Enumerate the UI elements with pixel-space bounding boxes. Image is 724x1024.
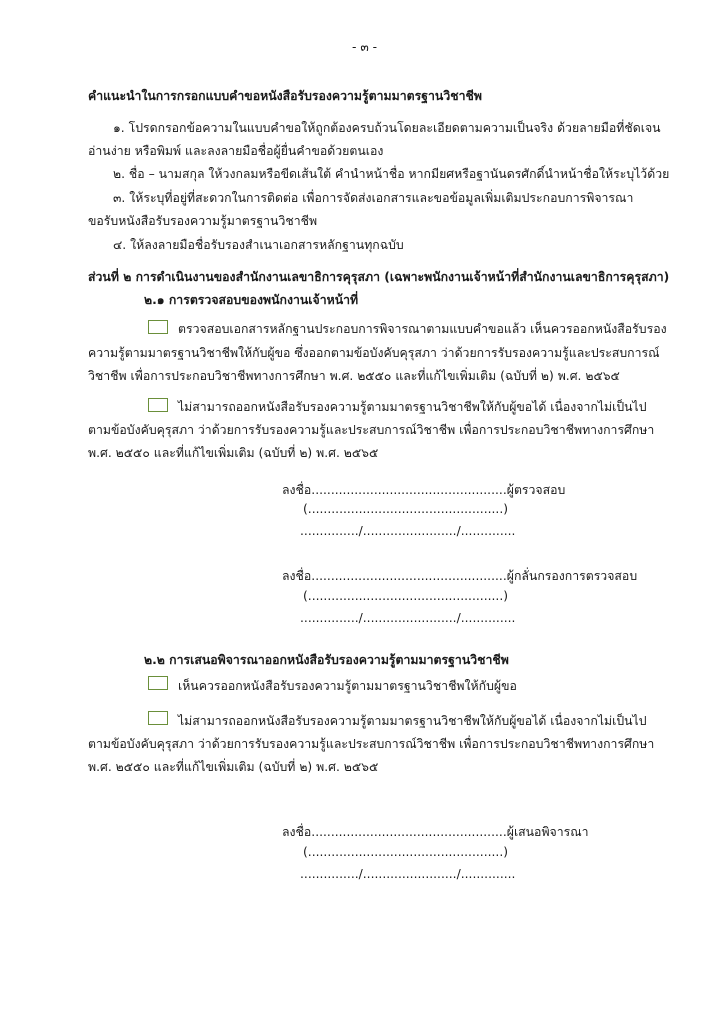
instruction-item-3-cont: ขอรับหนังสือรับรองความรู้มาตรฐานวิชาชีพ [88,214,318,228]
signature-proposer[interactable] [282,823,589,842]
signature-role: ผู้ตรวจสอบ [506,483,566,497]
check-approve-text-2: ความรู้ตามมาตรฐานวิชาชีพให้กับผู้ขอ ซึ่งออกตามข้อบังคับคุรุสภา ว่าด้วยการรับรองความรู้และประสบการณ์ [88,346,660,360]
propose-reject-text-3: พ.ศ. ๒๕๕๐ และที่แก้ไขเพิ่มเติม (ฉบับที่ ๒) พ.ศ. ๒๕๖๕ [88,760,379,774]
signature-reviewer-date-line[interactable]: .............../......................../.............. [300,611,516,625]
signature-reviewer-name-line[interactable]: (..................................................) [303,589,509,603]
check-reject-checkbox[interactable] [148,398,168,412]
check-reject-text: ไม่สามารถออกหนังสือรับรองความรู้ตามมาตรฐานวิชาชีพให้กับผู้ขอได้ เนื่องจากไม่เป็นไป [178,400,647,414]
signature-inspector-name-line[interactable]: (..................................................) [303,502,509,516]
propose-approve-text: เห็นควรออกหนังสือรับรองความรู้ตามมาตรฐานวิชาชีพให้กับผู้ขอ [178,679,517,693]
propose-reject-text-2: ตามข้อบังคับคุรุสภา ว่าด้วยการรับรองความรู้และประสบการณ์วิชาชีพ เพื่อการประกอบวิชาชีพทางการศึกษา [88,737,655,751]
signature-proposer-name-line[interactable]: (..................................................) [303,845,509,859]
check-approve-text: ตรวจสอบเอกสารหลักฐานประกอบการพิจารณาตามแบบคำขอแล้ว เห็นควรออกหนังสือรับรอง [178,322,667,336]
signature-label: ลงชื่อ [282,825,312,839]
propose-approve-checkbox[interactable] [148,676,168,690]
signature-label: ลงชื่อ [282,569,312,583]
check-reject-text-3: พ.ศ. ๒๕๕๐ และที่แก้ไขเพิ่มเติม (ฉบับที่ ๒) พ.ศ. ๒๕๖๕ [88,446,379,460]
section-2-1-title: ๒.๑ การตรวจสอบของพนักงานเจ้าหน้าที่ [144,293,359,307]
signature-role: ผู้กลั่นกรองการตรวจสอบ [506,569,638,583]
instruction-item-1-cont: อ่านง่าย หรือพิมพ์ และลงลายมือชื่อผู้ยื่นคำขอด้วยตนเอง [88,144,384,158]
check-reject-text-2: ตามข้อบังคับคุรุสภา ว่าด้วยการรับรองความรู้และประสบการณ์วิชาชีพ เพื่อการประกอบวิชาชีพทางการศึกษา [88,423,655,437]
signature-line: .................................................. [311,483,507,497]
signature-reviewer[interactable] [282,567,637,586]
signature-inspector[interactable] [282,481,565,500]
page-number: - ๓ - [352,40,378,54]
instruction-item-1: ๑. โปรดกรอกข้อความในแบบคำขอให้ถูกต้องครบถ้วนโดยละเอียดตามความเป็นจริง ด้วยลายมือที่ชัดเจน [113,121,661,135]
propose-reject-checkbox[interactable] [148,711,168,725]
signature-label: ลงชื่อ [282,483,312,497]
instruction-item-4: ๔. ให้ลงลายมือชื่อรับรองสำเนาเอกสารหลักฐานทุกฉบับ [113,238,404,252]
propose-reject-text: ไม่สามารถออกหนังสือรับรองความรู้ตามมาตรฐานวิชาชีพให้กับผู้ขอได้ เนื่องจากไม่เป็นไป [178,714,647,728]
signature-inspector-date-line[interactable]: .............../......................../.............. [300,524,516,538]
signature-role: ผู้เสนอพิจารณา [506,825,589,839]
part2-title: ส่วนที่ ๒ การดำเนินงานของสำนักงานเลขาธิการคุรุสภา (เฉพาะพนักงานเจ้าหน้าที่สำนักงานเลขาธิการคุรุสภา) [88,270,670,284]
instructions-title: คำแนะนำในการกรอกแบบคำขอหนังสือรับรองความรู้ตามมาตรฐานวิชาชีพ [88,89,482,103]
signature-proposer-date-line[interactable]: .............../......................../.............. [300,867,516,881]
check-approve-checkbox[interactable] [148,320,168,334]
instruction-item-2: ๒. ชื่อ – นามสกุล ให้วงกลมหรือขีดเส้นใต้ คำนำหน้าชื่อ หากมียศหรือฐานันดรศักดิ์นำหน้าชื่อให้ระบุไว้ด้วย [113,167,670,181]
signature-line: .................................................. [311,825,507,839]
signature-line: .................................................. [311,569,507,583]
instruction-item-3: ๓. ให้ระบุที่อยู่ที่สะดวกในการติดต่อ เพื่อการจัดส่งเอกสารและขอข้อมูลเพิ่มเติมประกอบการพิจารณา [113,191,634,205]
section-2-2-title: ๒.๒ การเสนอพิจารณาออกหนังสือรับรองความรู้ตามมาตรฐานวิชาชีพ [144,653,509,667]
check-approve-text-3: วิชาชีพ เพื่อการประกอบวิชาชีพทางการศึกษา พ.ศ. ๒๕๕๐ และที่แก้ไขเพิ่มเติม (ฉบับที่ ๒) พ.ศ. ๒๕๖๕ [88,369,620,383]
